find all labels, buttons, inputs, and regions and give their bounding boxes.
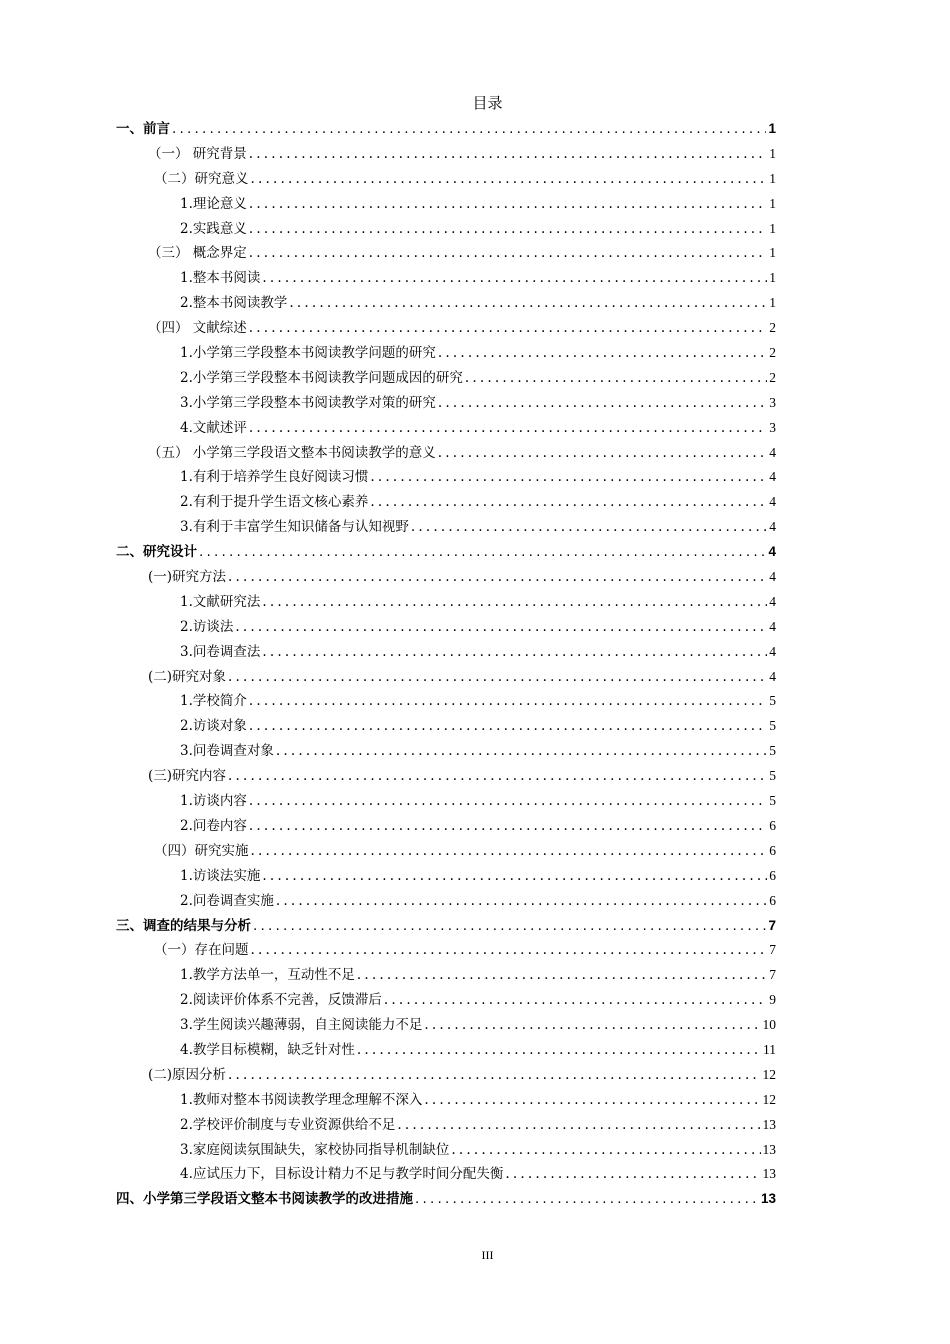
toc-entry[interactable]: [0, 963, 776, 988]
toc-dot-leader: [465, 366, 767, 391]
toc-entry-title: （四） 文献综述: [148, 320, 247, 337]
toc-entry[interactable]: [0, 565, 776, 590]
toc-dot-leader: [357, 963, 767, 988]
toc-entry-page: 2: [769, 345, 776, 361]
toc-entry-title: (二)原因分析: [148, 1066, 227, 1083]
toc-dot-leader: [235, 615, 767, 640]
toc-entry-title: 1.小学第三学段整本书阅读教学问题的研究: [180, 345, 436, 362]
toc-entry-page: 1: [769, 295, 776, 311]
toc-entry-page: 13: [762, 1116, 776, 1132]
toc-dot-leader: [249, 714, 767, 739]
toc-entry[interactable]: [0, 1013, 776, 1038]
toc-entry-page: 1: [769, 145, 776, 161]
toc-dot-leader: [262, 266, 767, 291]
toc-entry-page: 5: [769, 793, 776, 809]
toc-entry-page: 3: [769, 394, 776, 410]
toc-entry-page: 13: [762, 1141, 776, 1157]
toc-dot-leader: [228, 764, 767, 789]
table-of-contents: [0, 117, 950, 1212]
toc-entry-title: （一）存在问题: [154, 942, 249, 959]
toc-entry-title: （五） 小学第三学段语文整本书阅读教学的意义: [148, 444, 436, 461]
toc-entry-title: 4.教学目标模糊，缺乏针对性: [180, 1041, 355, 1058]
toc-entry-title: 2.学校评价制度与专业资源供给不足: [180, 1116, 396, 1133]
toc-entry-title: 4.应试压力下，目标设计精力不足与教学时间分配失衡: [180, 1166, 504, 1183]
toc-entry-title: 3.学生阅读兴趣薄弱，自主阅读能力不足: [180, 1017, 423, 1034]
toc-entry-page: 1: [769, 270, 776, 286]
toc-entry-title: 1.教师对整本书阅读教学理念理解不深入: [180, 1091, 423, 1108]
toc-entry-page: 10: [762, 1017, 776, 1033]
toc-entry[interactable]: [0, 1038, 776, 1063]
toc-entry-title: 2.小学第三学段整本书阅读教学问题成因的研究: [180, 369, 463, 386]
toc-dot-leader: [199, 540, 766, 565]
toc-dot-leader: [228, 665, 767, 690]
toc-entry[interactable]: [0, 291, 776, 316]
toc-dot-leader: [249, 689, 767, 714]
toc-entry-page: 1: [768, 121, 776, 136]
toc-entry-page: 5: [769, 768, 776, 784]
toc-dot-leader: [249, 241, 767, 266]
toc-entry-title: 二、研究设计: [116, 544, 197, 561]
toc-entry-title: 一、前言: [116, 121, 170, 137]
toc-entry[interactable]: [0, 938, 776, 963]
toc-dot-leader: [251, 839, 768, 864]
page-number-footer: III: [481, 1248, 494, 1262]
toc-dot-leader: [249, 316, 767, 341]
toc-entry-page: 6: [769, 842, 776, 858]
toc-entry[interactable]: [0, 615, 776, 640]
page-title: 目录: [472, 94, 503, 112]
toc-entry[interactable]: [0, 1162, 776, 1187]
toc-entry-title: 2.访谈法: [180, 618, 234, 635]
toc-entry[interactable]: [0, 1138, 776, 1163]
toc-entry[interactable]: [0, 590, 776, 615]
toc-entry[interactable]: [0, 366, 776, 391]
toc-dot-leader: [357, 1038, 761, 1063]
toc-entry-page: 7: [769, 967, 776, 983]
toc-entry[interactable]: [0, 441, 776, 466]
toc-dot-leader: [249, 192, 767, 217]
toc-entry-title: （一） 研究背景: [148, 145, 247, 162]
toc-dot-leader: [438, 391, 767, 416]
toc-entry[interactable]: [0, 142, 776, 167]
toc-dot-leader: [172, 117, 766, 142]
toc-dot-leader: [249, 416, 767, 441]
toc-entry-title: 2.实践意义: [180, 220, 247, 237]
toc-dot-leader: [262, 590, 767, 615]
toc-entry-page: 4: [769, 593, 776, 609]
toc-entry-page: 12: [762, 1091, 776, 1107]
toc-entry-title: (二)研究对象: [148, 668, 227, 685]
toc-entry-page: 6: [769, 817, 776, 833]
toc-entry[interactable]: [0, 316, 776, 341]
toc-dot-leader: [370, 465, 767, 490]
toc-entry-page: 4: [769, 519, 776, 535]
toc-entry-page: 4: [769, 618, 776, 634]
toc-entry-page: 1: [769, 220, 776, 236]
toc-entry[interactable]: [0, 1187, 776, 1212]
toc-entry-page: 2: [769, 369, 776, 385]
toc-entry[interactable]: [0, 714, 776, 739]
toc-entry-page: 4: [769, 643, 776, 659]
toc-entry[interactable]: [0, 515, 776, 540]
toc-entry-title: 4.文献述评: [180, 419, 247, 436]
toc-dot-leader: [384, 988, 767, 1013]
toc-entry-title: 1.学校简介: [180, 693, 247, 710]
toc-entry[interactable]: [0, 988, 776, 1013]
toc-entry[interactable]: [0, 864, 776, 889]
toc-dot-leader: [251, 167, 768, 192]
toc-entry[interactable]: [0, 540, 776, 565]
toc-dot-leader: [289, 291, 767, 316]
toc-dot-leader: [451, 1138, 760, 1163]
toc-dot-leader: [276, 889, 767, 914]
toc-entry-title: 1.访谈内容: [180, 793, 247, 810]
toc-entry-page: 9: [769, 992, 776, 1008]
toc-entry-title: 2.有利于提升学生语文核心素养: [180, 494, 369, 511]
toc-entry[interactable]: [0, 490, 776, 515]
toc-entry-title: 2.访谈对象: [180, 718, 247, 735]
toc-entry[interactable]: [0, 241, 776, 266]
toc-entry-title: 1.文献研究法: [180, 593, 261, 610]
toc-dot-leader: [228, 565, 767, 590]
toc-dot-leader: [370, 490, 767, 515]
toc-entry-page: 7: [768, 917, 776, 933]
toc-entry[interactable]: [0, 1088, 776, 1113]
toc-entry-title: (三)研究内容: [148, 768, 227, 785]
toc-entry-page: 11: [763, 1041, 776, 1057]
toc-entry-title: 2.问卷调查实施: [180, 892, 274, 909]
toc-dot-leader: [438, 441, 767, 466]
toc-entry-title: 1.有利于培养学生良好阅读习惯: [180, 469, 369, 486]
toc-entry[interactable]: [0, 839, 776, 864]
toc-entry-title: （二）研究意义: [154, 170, 249, 187]
toc-entry-page: 4: [768, 544, 776, 560]
toc-entry-page: 5: [769, 693, 776, 709]
toc-entry-page: 7: [769, 942, 776, 958]
toc-dot-leader: [249, 814, 767, 839]
toc-entry-page: 13: [762, 1166, 776, 1182]
toc-entry[interactable]: [0, 192, 776, 217]
toc-dot-leader: [276, 739, 767, 764]
toc-entry-title: 2.阅读评价体系不完善，反馈滞后: [180, 992, 382, 1009]
toc-entry[interactable]: [0, 1113, 776, 1138]
toc-entry[interactable]: [0, 465, 776, 490]
toc-entry[interactable]: [0, 266, 776, 291]
toc-entry-title: 1.整本书阅读: [180, 270, 261, 287]
toc-entry-page: 6: [769, 867, 776, 883]
toc-entry-page: 12: [762, 1066, 776, 1082]
toc-entry[interactable]: [0, 889, 776, 914]
toc-entry-title: 3.小学第三学段整本书阅读教学对策的研究: [180, 394, 436, 411]
toc-entry[interactable]: [0, 739, 776, 764]
toc-entry-title: 1.教学方法单一，互动性不足: [180, 967, 355, 984]
toc-entry-page: 1: [769, 170, 776, 186]
toc-entry-title: 1.理论意义: [180, 195, 247, 212]
toc-dot-leader: [424, 1088, 760, 1113]
toc-dot-leader: [251, 938, 768, 963]
toc-entry[interactable]: [0, 665, 776, 690]
toc-entry[interactable]: [0, 416, 776, 441]
toc-entry-page: 4: [769, 668, 776, 684]
toc-dot-leader: [411, 515, 767, 540]
toc-dot-leader: [262, 864, 767, 889]
toc-dot-leader: [424, 1013, 760, 1038]
toc-entry-page: 6: [769, 892, 776, 908]
toc-entry-title: （四）研究实施: [154, 842, 249, 859]
toc-entry[interactable]: [0, 1063, 776, 1088]
toc-entry-page: 4: [769, 494, 776, 510]
toc-dot-leader: [262, 640, 767, 665]
toc-entry-page: 5: [769, 718, 776, 734]
toc-entry[interactable]: [0, 341, 776, 366]
toc-entry-title: 3.问卷调查法: [180, 643, 261, 660]
toc-entry-title: 3.问卷调查对象: [180, 743, 274, 760]
toc-entry[interactable]: [0, 789, 776, 814]
toc-entry-page: 5: [769, 743, 776, 759]
toc-entry[interactable]: [0, 217, 776, 242]
toc-entry-title: 3.有利于丰富学生知识储备与认知视野: [180, 519, 409, 536]
toc-entry-page: 2: [769, 320, 776, 336]
toc-dot-leader: [249, 142, 767, 167]
toc-entry-title: 2.问卷内容: [180, 817, 247, 834]
toc-entry-title: （三） 概念界定: [148, 245, 247, 262]
toc-dot-leader: [438, 341, 767, 366]
toc-entry-page: 4: [769, 569, 776, 585]
toc-dot-leader: [249, 217, 767, 242]
toc-entry-title: 三、调查的结果与分析: [116, 917, 251, 934]
toc-entry-page: 1: [769, 245, 776, 261]
toc-dot-leader: [397, 1113, 760, 1138]
toc-dot-leader: [415, 1187, 759, 1212]
toc-dot-leader: [505, 1162, 760, 1187]
toc-entry[interactable]: [0, 167, 776, 192]
toc-entry-title: 3.家庭阅读氛围缺失，家校协同指导机制缺位: [180, 1141, 450, 1158]
toc-entry[interactable]: [0, 640, 776, 665]
toc-dot-leader: [253, 914, 766, 939]
toc-entry-page: 4: [769, 469, 776, 485]
toc-entry-page: 13: [760, 1191, 776, 1207]
toc-entry-title: 2.整本书阅读教学: [180, 295, 288, 312]
toc-entry[interactable]: [0, 764, 776, 789]
toc-entry[interactable]: [0, 814, 776, 839]
toc-dot-leader: [249, 789, 767, 814]
toc-entry[interactable]: [0, 117, 776, 142]
toc-entry-page: 3: [769, 419, 776, 435]
toc-entry-title: 1.访谈法实施: [180, 867, 261, 884]
toc-entry[interactable]: [0, 689, 776, 714]
toc-entry[interactable]: [0, 391, 776, 416]
toc-entry[interactable]: [0, 914, 776, 939]
toc-entry-page: 1: [769, 195, 776, 211]
toc-dot-leader: [228, 1063, 760, 1088]
toc-entry-page: 4: [769, 444, 776, 460]
toc-entry-title: (一)研究方法: [148, 569, 227, 586]
toc-entry-title: 四、小学第三学段语文整本书阅读教学的改进措施: [116, 1191, 413, 1208]
